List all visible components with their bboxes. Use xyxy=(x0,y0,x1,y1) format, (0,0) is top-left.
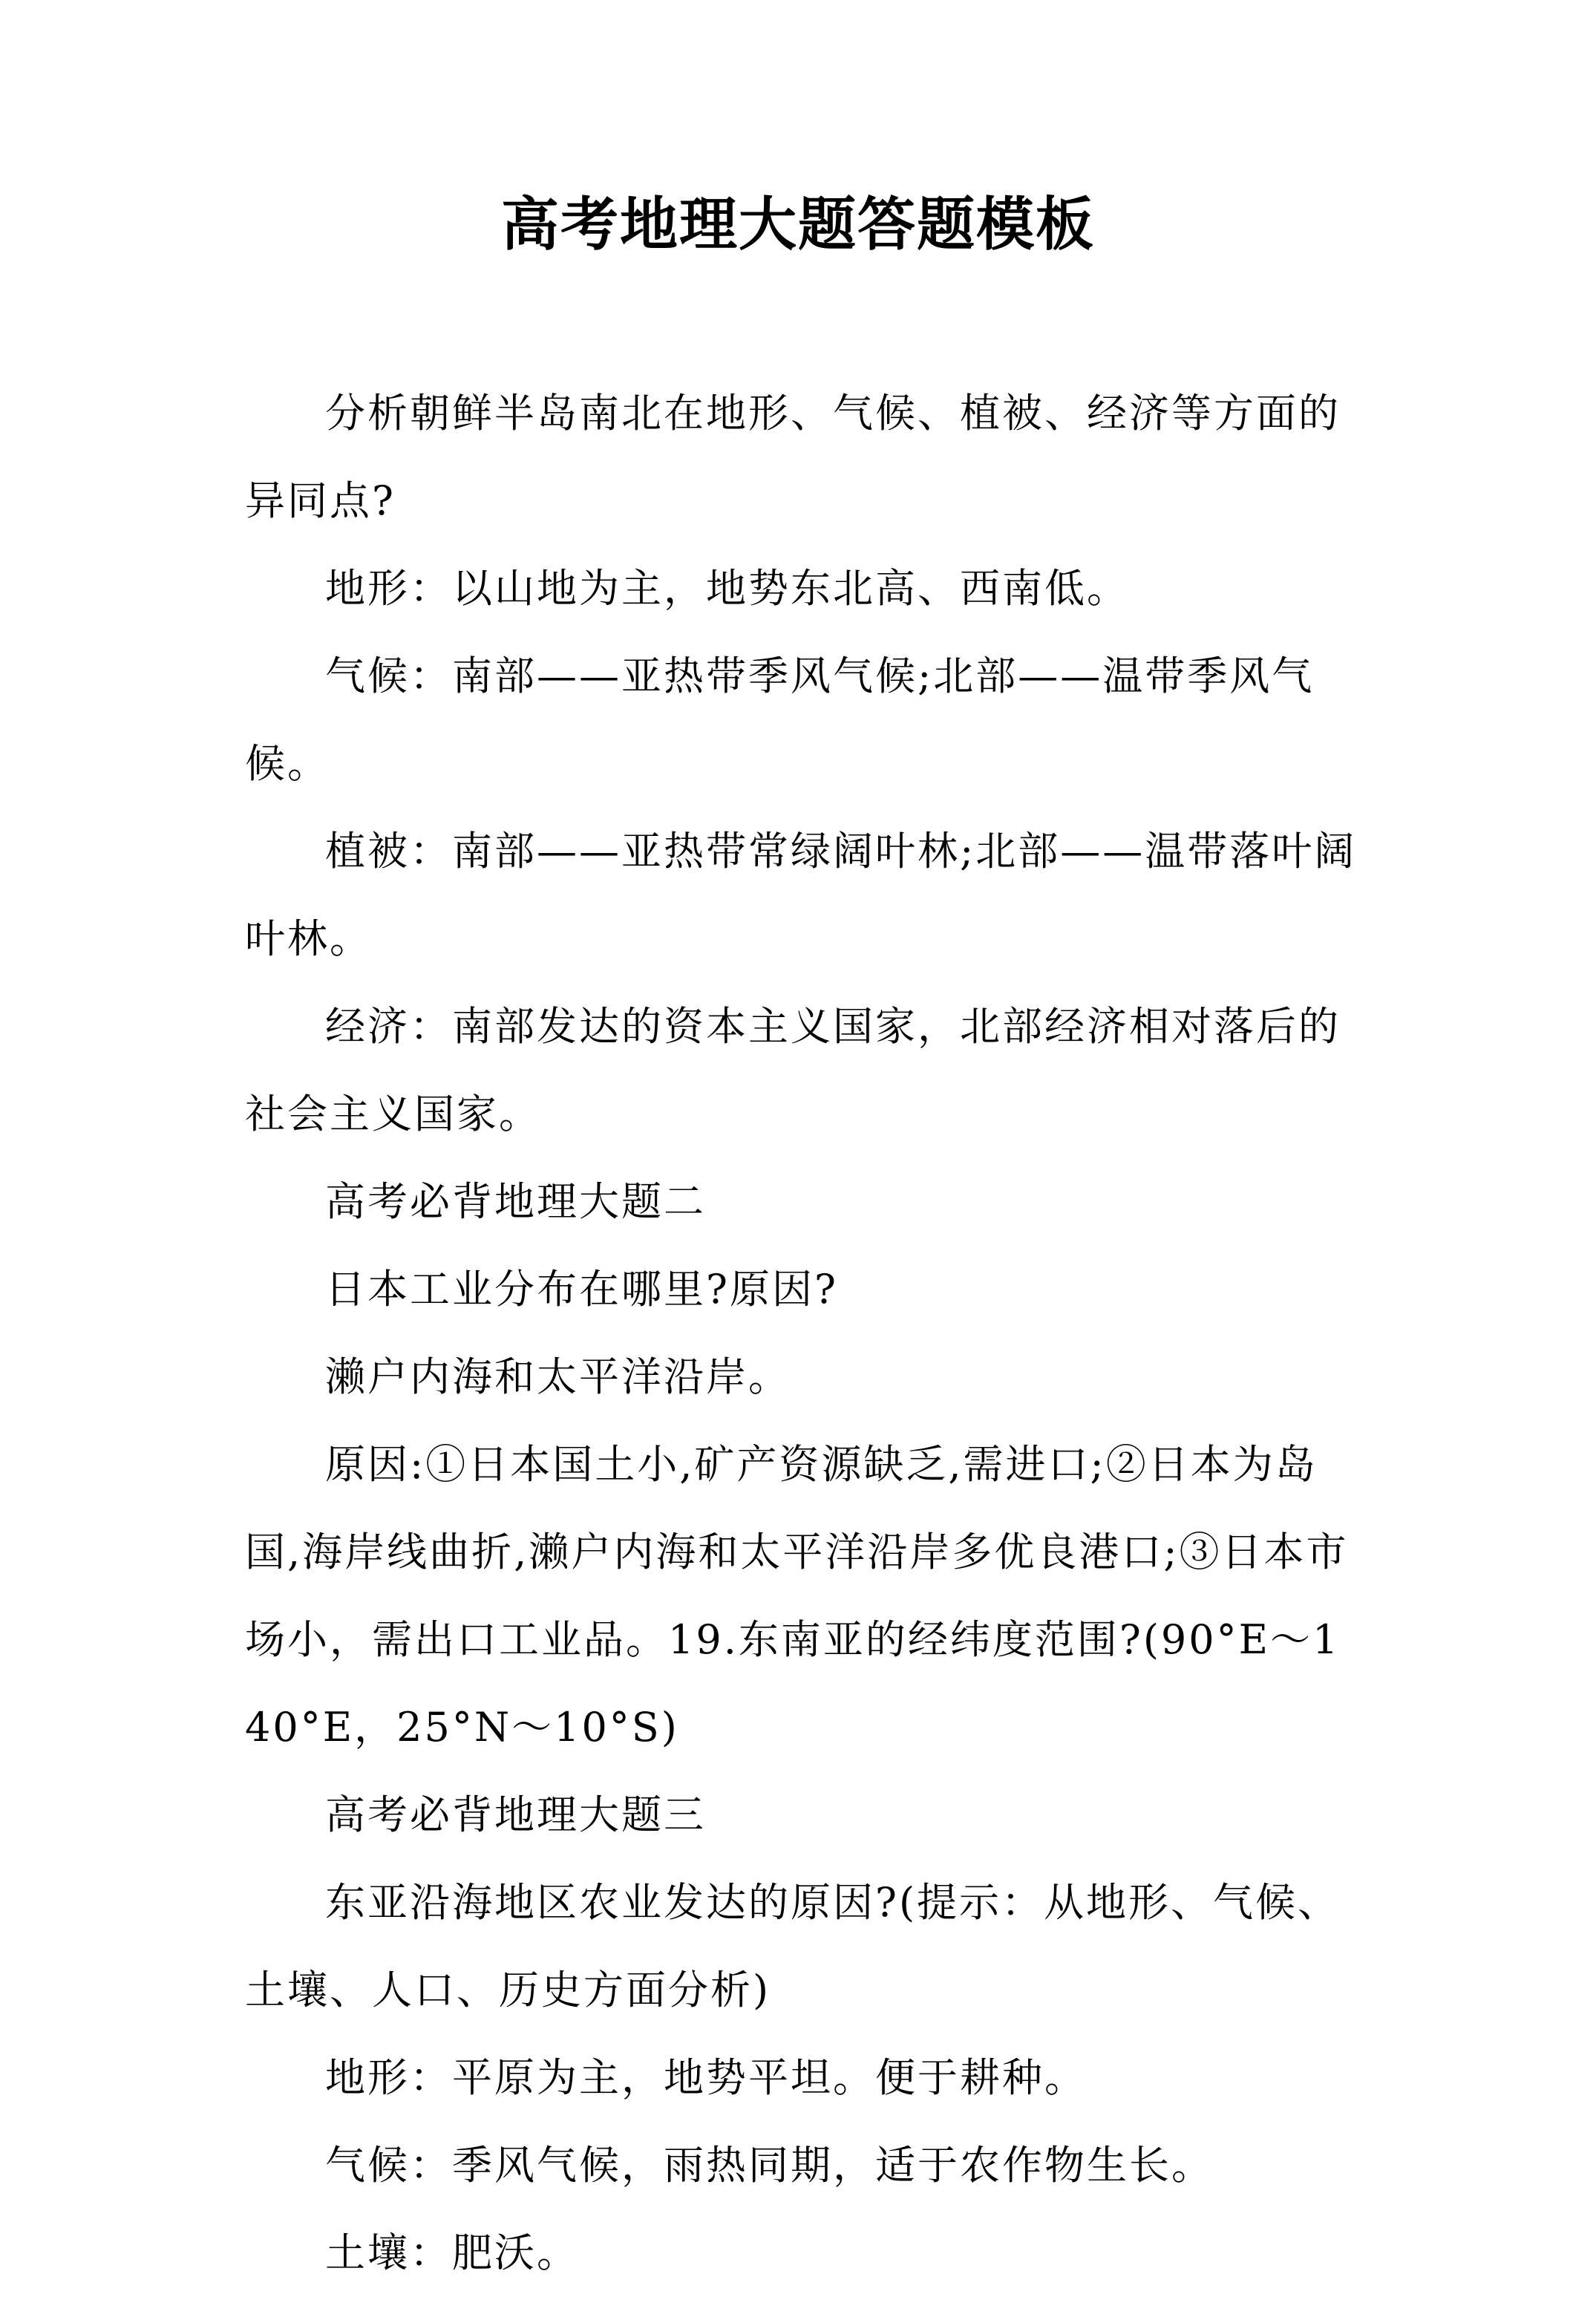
answer-vegetation: 植被：南部——亚热带常绿阔叶林;北部——温带落叶阔叶林。 xyxy=(245,828,1357,962)
question-east-asia-agriculture: 东亚沿海地区农业发达的原因?(提示：从地形、气候、土壤、人口、历史方面分析) xyxy=(245,1879,1341,2013)
answer-climate: 气候：南部——亚热带季风气候;北部——温带季风气候。 xyxy=(245,653,1315,787)
section-heading-three: 高考必背地理大题三 xyxy=(325,1791,706,1838)
answer-terrain: 地形：以山地为主，地势东北高、西南低。 xyxy=(325,565,1129,612)
answer-japan-reasons: 原因:①日本国土小,矿产资源缺乏,需进口;②日本为岛国,海岸线曲折,濑户内海和太平洋沿岸多优良港口;③日本市场小，需出口工业品。19.东南亚的经纬度范围?(90°E～140°E，25°N～10°S) xyxy=(245,1441,1349,1751)
answer-agri-terrain: 地形：平原为主，地势平坦。便于耕种。 xyxy=(325,2054,1087,2101)
answer-agri-soil: 土壤：肥沃。 xyxy=(325,2229,579,2276)
answer-agri-climate: 气候：季风气候，雨热同期，适于农作物生长。 xyxy=(325,2142,1214,2189)
question-korea: 分析朝鲜半岛南北在地形、气候、植被、经济等方面的异同点? xyxy=(245,390,1341,524)
answer-economy: 经济：南部发达的资本主义国家，北部经济相对落后的社会主义国家。 xyxy=(245,1003,1341,1137)
question-japan-industry: 日本工业分布在哪里?原因? xyxy=(325,1266,838,1313)
document-body xyxy=(245,370,1367,2297)
section-heading-two: 高考必背地理大题二 xyxy=(325,1178,706,1225)
answer-japan-location: 濑户内海和太平洋沿岸。 xyxy=(325,1353,791,1400)
page-title: 高考地理大题答题模板 xyxy=(500,191,1095,258)
